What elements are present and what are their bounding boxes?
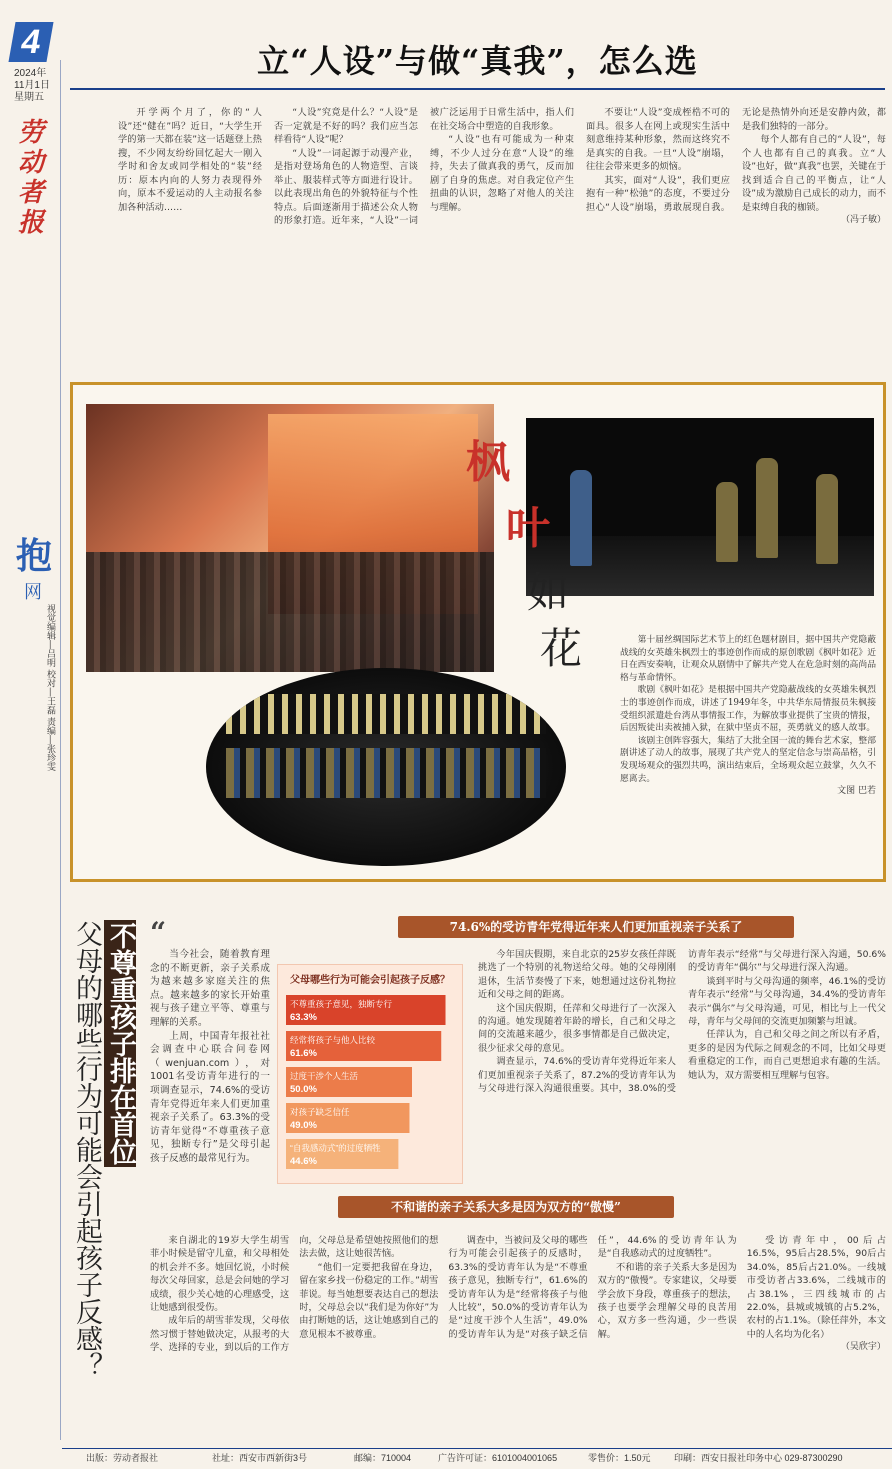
page-number: 4	[8, 22, 53, 62]
cast-row	[226, 748, 546, 798]
date-year: 2024年	[14, 68, 47, 79]
paragraph: 受访青年中，00后占16.5%，95后占28.5%，90后占34.0%，85后占21.0%。一线城市受访者占33.6%，二线城市的占38.1%，三四线城市的占22.0%，县城或城镇的占5.2%，农村的占1.1%。（除任萍外，本文中的人名均为化名）	[746, 1235, 886, 1340]
article2-intro	[150, 948, 270, 1166]
paper-name: 劳动者报	[18, 118, 45, 238]
paragraph: 成年后的胡雪菲发现，父母依然习惯于替她做决定，从报考的大学、选择的专业，到以后的工作方向，父母总是希望她按照他们的想法去做，这让她很苦恼。	[150, 1235, 439, 1354]
audience-crowd	[86, 552, 494, 672]
footer-postcode: 邮编：710004	[354, 1453, 412, 1463]
paragraph: 其实，面对“人设”，我们更应抱有一种“松弛”的态度，不要过分担心“人设”崩塌，勇敢展现自我。无论是热情外向还是安静内敛，都是我们独特的一部分。	[586, 107, 886, 213]
feature-author: 文图 巴若	[837, 786, 876, 797]
chart-category-label: “自我感动式”的过度牺牲	[290, 1143, 381, 1153]
feature-text	[620, 634, 876, 798]
section-title: 抱	[16, 535, 53, 577]
paragraph: 不和谐的亲子关系大多是因为双方的“傲慢”。专家建议，父母要学会放下身段，尊重孩子的想法，孩子也要学会理解父母的良苦用心，双方多一些沟通，少一些误解。	[597, 1261, 737, 1340]
article2-lower	[150, 1234, 886, 1430]
chart-category-label: 对孩子缺乏信任	[290, 1107, 350, 1117]
date-weekday: 星期五	[14, 92, 44, 103]
paragraph: “人设”究竟是什么？“人设”是否一定就是不好的吗？我们应当怎样看待“人设”呢？	[274, 107, 418, 145]
chart-value-label: 61.6%	[290, 1048, 317, 1059]
chart-value-label: 44.6%	[290, 1156, 317, 1167]
article-headline: 立“人设”与做“真我”，怎么选	[257, 42, 698, 80]
feature-title-char: 叶	[506, 503, 550, 554]
paragraph: 第十届丝绸国际艺术节上的红色题材剧目，据中国共产党隐蔽战线的女英雄朱枫烈士的事迹创作而成的原创歌剧《枫叶如花》近日在西安奏响，让观众从剧情中了解共产党人在危急时刻的高尚品格与革命情怀。	[620, 635, 876, 683]
paragraph: “他们一定要把我留在身边，留在家乡找一份稳定的工作。”胡雪菲说。每当她想要表达自己的想法时，父母总会以“我们是为你好”为由打断她的话，这让她感到自己的意见根本不被尊重。	[299, 1261, 439, 1340]
paragraph: 不要让“人设”变成桎梏不可的面具。很多人在网上或现实生活中刻意维持某种形象，然而这终究不是真实的自我。一旦“人设”崩塌，往往会带来更多的烦恼。	[586, 107, 730, 172]
paragraph: 每个人都有自己的“人设”，每个人也都有自己的真我。立“人设”也好，做“真我”也罢，关键在于找到适合自己的平衡点，让“人设”成为激励自己成长的动力，而不是束缚自我的枷锁。	[742, 134, 886, 213]
chart-title: 父母哪些行为可能会引起孩子反感？	[290, 975, 450, 986]
paragraph: 今年国庆假期，来自北京的25岁女孩任萍既挑选了一个特别的礼物送给父母。她的父母刚刚退休，生活节奏慢了下来，她想通过这份礼物拉近和父母之间的距离。	[478, 949, 676, 1001]
performer-figure	[816, 474, 838, 564]
chart-value-label: 49.0%	[290, 1120, 317, 1131]
subhead-band: 不和谐的亲子关系大多是因为双方的“傲慢”	[338, 1196, 674, 1218]
footer	[62, 1448, 892, 1467]
paragraph: 谈到平时与父母沟通的频率，46.1%的受访青年表示“经常”与父母沟通，34.4%的受访青年表示“偶尔”与父母沟通，可见，相比与上一代父母，青年与父母间的交流更加频繁与坦诚。	[688, 975, 886, 1028]
performer-figure	[570, 470, 592, 566]
paragraph: 当今社会，随着教育理念的不断更新，亲子关系成为越来越多家庭关注的焦点。越来越多的家长开始重视与孩子建立平等、尊重与理解的关系。	[150, 949, 270, 1028]
date-day: 11月1日	[14, 80, 50, 91]
subhead-band: 74.6%的受访青年党得近年来人们更加重视亲子关系了	[398, 916, 794, 938]
chart-category-label: 经常将孩子与他人比较	[290, 1035, 376, 1045]
footer-price: 零售价：1.50元	[588, 1453, 651, 1463]
paragraph: 歌剧《枫叶如花》是根据中国共产党隐蔽战线的女英雄朱枫烈士的事迹创作而成，讲述了1949年冬，中共华东局情报员朱枫接受组织派遣赴台湾从事情报工作，为解放事业提供了宝贵的情报，后因叛徒出卖被捕入狱，在狱中坚贞不屈，英勇就义的感人故事。	[620, 685, 876, 734]
article2-author: （吴欣宇）	[840, 1342, 886, 1353]
chart-value-label: 50.0%	[290, 1084, 317, 1095]
section-subtitle: 网	[24, 582, 42, 603]
footer-license: 广告许可证：6101004001065	[438, 1453, 558, 1463]
paragraph: “人设”也有可能成为一种束缚，不少人过分在意“人设”的维持，失去了做真我的勇气，反而加剧了自身的焦虑。对自我定位产生扭曲的认识，忽略了对他人的关注与理解。	[430, 134, 574, 213]
article1-author: （冯子敏）	[840, 215, 886, 225]
stage-scene-photo	[526, 418, 874, 596]
footer-publisher: 出版：劳动者报社	[86, 1453, 159, 1463]
performer-figure	[756, 458, 778, 558]
article2-title-highlight: 不尊重孩子排在首位	[105, 922, 136, 1165]
paragraph: 这个国庆假期，任萍和父母进行了一次深入的沟通。她发现随着年龄的增长，自己和父母之间的交流越来越少，很多事情都是自己做决定，很少征求父母的意见。	[478, 1002, 676, 1054]
article2-mid	[478, 948, 886, 1146]
paragraph: 来自湖北的19岁大学生胡雪菲小时候是留守儿童，和父母相处的机会并不多。她回忆说，小时候每次父母回家，总是会问她的学习成绩，很少关心她的心理感受，这让她感到很受伤。	[150, 1235, 290, 1314]
lobby-crowd-photo	[86, 404, 494, 672]
feature-title-char: 如	[527, 568, 570, 617]
paragraph: 上周，中国青年报社社会调查中心联合问卷网（wenjuan.com），对1001名受访青年进行的一项调查显示，74.6%的受访青年党得近年来人们更加重视亲子关系了。63.3%的受访青年觉得“不尊重孩子意见，独断专行”是父母引起孩子反感的最常见行为。	[150, 1030, 270, 1164]
feature-title-char: 枫	[466, 437, 510, 488]
paragraph: 任萍认为，自己和父母之间之所以有矛盾，更多的是因为代际之间观念的不同，比如父母更看重稳定的工作，而自己更想追求有趣的生活。她认为，双方需要相互理解与包容。	[688, 1029, 886, 1081]
paragraph: 调查显示，74.6%的受访青年党得近年来人们更加重视亲子关系了，87.2%的受访青年认为与父母进行深入沟通很重要。其中，38.0%的受访青年表示“经常”与父母进行深入沟通，50.6%的受访青年“偶尔”与父母进行深入沟通。	[478, 949, 886, 1095]
chart-category-label: 不尊重孩子意见，独断专行	[290, 999, 393, 1009]
paragraph: 调查中，当被问及父母的哪些行为可能会引起孩子的反感时，63.3%的受访青年认为是“不尊重孩子意见，独断专行”，61.6%的受访青年认为是“经常将孩子与他人比较”，50.0%的受访青年认为是“过度干涉个人生活”，49.0%的受访青年认为是“对孩子缺乏信任”，44.6%的受访青年认为是“自我感动式的过度牺牲”。	[448, 1235, 737, 1340]
curtain-call-photo	[206, 668, 566, 866]
footer-address: 社址：西安市西新街3号	[212, 1453, 308, 1463]
chart-category-label: 过度干涉个人生活	[290, 1071, 359, 1081]
quote-mark-icon: “	[150, 916, 167, 949]
survey-chart	[277, 964, 463, 1184]
chorus-row	[226, 694, 546, 734]
article1-body	[118, 106, 886, 374]
issue-date	[14, 68, 50, 104]
headline-divider	[70, 88, 885, 90]
performer-figure	[716, 482, 738, 562]
paragraph: 开学两个月了，你的“人设”还“健在”吗？近日，“大学生开学的第一天都在装”这一话题登上热搜，不少网友纷纷回忆起大一刚入学时和舍友或同学相处的“装”经历：原本内向的人努力表现得外向，原本不爱运动的人主动报名参加各种活动……	[118, 107, 262, 213]
sidebar-divider	[60, 60, 61, 1440]
article2-title: 父母的哪些行为可能会引起孩子反感？	[71, 920, 102, 1379]
paragraph: 该剧主创阵容强大，集结了大批全国一流的舞台艺术家，整部剧讲述了动人的故事，展现了共产党人的坚定信念与崇高品格，引发现场观众的强烈共鸣，演出结束后，全场观众起立鼓掌，久久不愿离去。	[620, 735, 876, 784]
chart-svg	[278, 965, 462, 1183]
chart-value-label: 63.3%	[290, 1012, 317, 1023]
editor-credits: 视觉编辑—吕明 校对—王磊 责编—张珍雯	[46, 604, 56, 772]
feature-title-char: 花	[540, 624, 583, 673]
footer-printer: 印刷：西安日报社印务中心 029-87300290	[674, 1453, 843, 1463]
paragraph: “人设”一词起源于动漫产业，是指对登场角色的人物造型、言谈举止、服装样式等方面进行设计。以此表现出角色的外貌特征与个性特点。后面逐渐用于描述公众人物的形象打造。近年来，“人设”一词被广泛运用于日常生活中，指人们在社交场合中塑造的自我形象。	[274, 107, 574, 226]
